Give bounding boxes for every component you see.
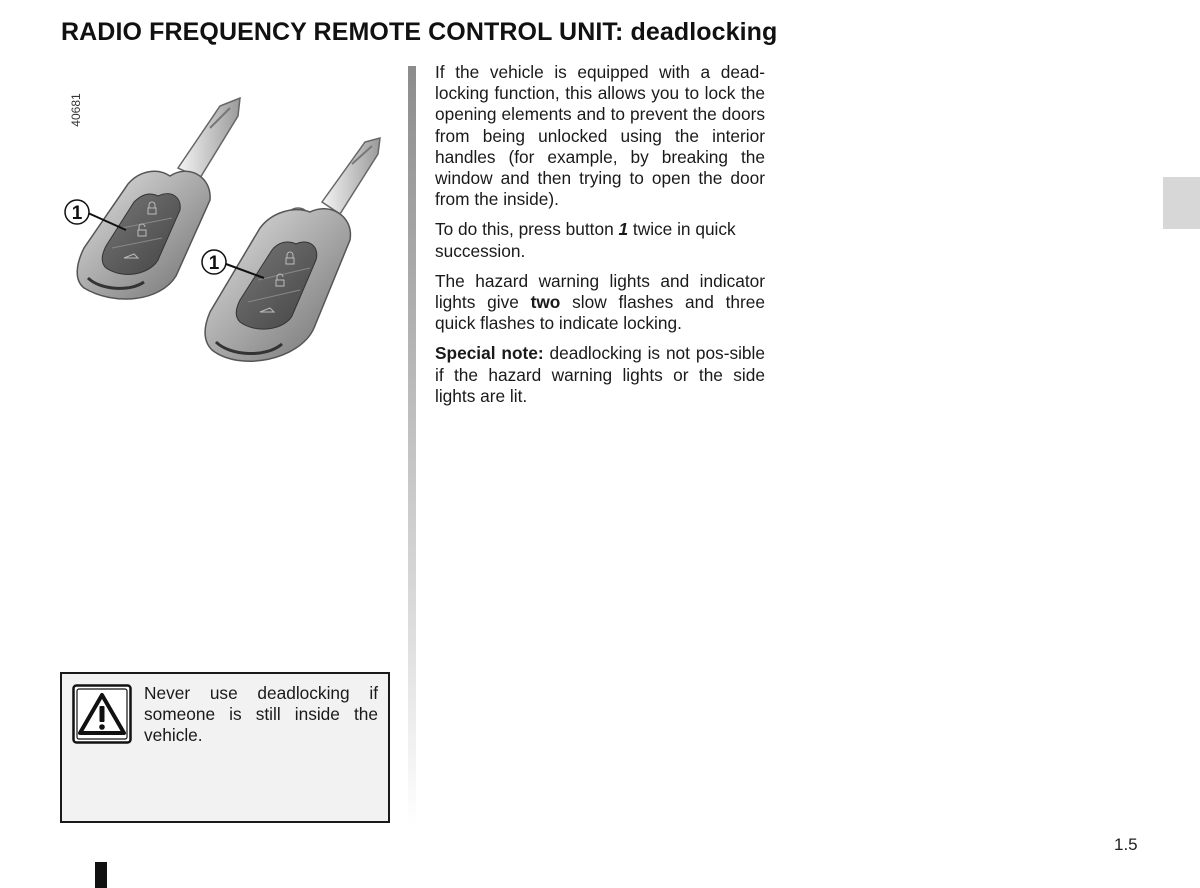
- button-reference: 1: [618, 219, 629, 240]
- svg-text:1: 1: [71, 203, 83, 224]
- corner-crop-mark: [95, 862, 107, 888]
- special-note-label: Special note:: [435, 343, 544, 364]
- figure-reference-number: 40681: [69, 93, 83, 127]
- column-divider: [408, 66, 416, 826]
- warning-triangle-icon: [72, 684, 132, 744]
- paragraph-deadlocking-intro: If the vehicle is equipped with a dead-locking function, this allows you to lock the opening elements and to prevent the doors from being unlocked using the interior handles (for example, by breaking the window and then trying to open the door from the inside).: [435, 62, 765, 210]
- paragraph-press-button: To do this, press button 1 twice in quick succession.: [435, 219, 736, 261]
- svg-text:1: 1: [208, 253, 220, 274]
- paragraph-hazard-lights: The hazard warning lights and indicator lights give two slow flashes and three quick flashes to indicate locking.: [435, 270, 765, 334]
- warning-box: [60, 672, 390, 823]
- remote-control-illustration: [60, 68, 400, 408]
- warning-text: Never use deadlocking if someone is still inside the vehicle.: [144, 683, 378, 746]
- page-number: 1.5: [1114, 835, 1138, 854]
- page-title: RADIO FREQUENCY REMOTE CONTROL UNIT: deadlocking: [61, 18, 778, 46]
- section-side-tab: [1163, 177, 1200, 229]
- paragraph-special-note: Special note: deadlocking is not pos-sible if the hazard warning lights or the side lights are lit.: [435, 343, 765, 406]
- body-text: [435, 62, 765, 416]
- remote-key-front: [205, 138, 380, 361]
